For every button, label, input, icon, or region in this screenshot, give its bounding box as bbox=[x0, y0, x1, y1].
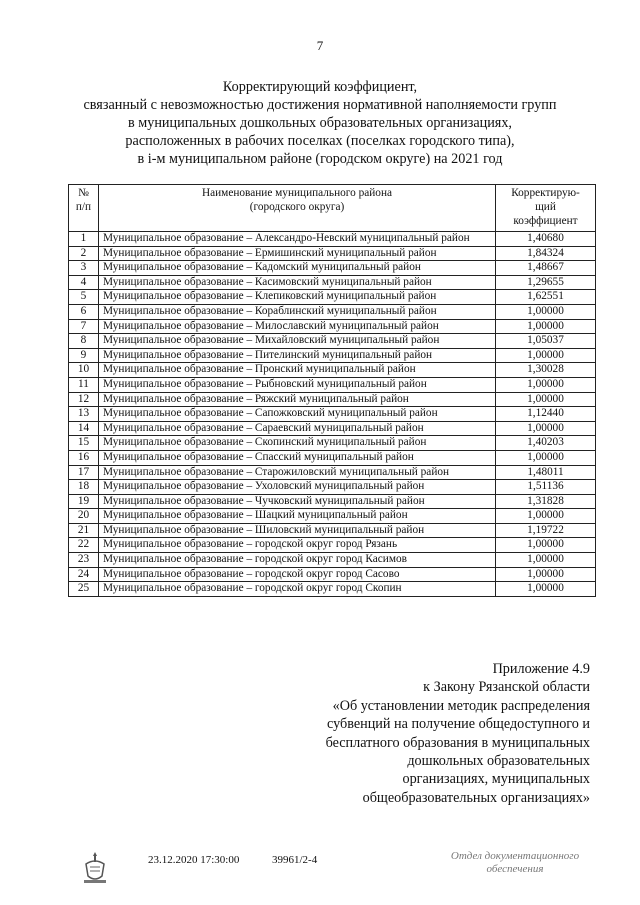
row-name: Муниципальное образование – Спасский муниципальный район bbox=[99, 450, 496, 465]
row-number: 8 bbox=[69, 334, 99, 349]
row-coefficient: 1,48667 bbox=[496, 261, 596, 276]
header-number: № п/п bbox=[69, 185, 99, 232]
row-coefficient: 1,00000 bbox=[496, 582, 596, 597]
row-coefficient: 1,12440 bbox=[496, 407, 596, 422]
row-number: 17 bbox=[69, 465, 99, 480]
table-row bbox=[69, 377, 596, 392]
row-coefficient: 1,30028 bbox=[496, 363, 596, 378]
footer bbox=[0, 852, 640, 892]
table-row bbox=[69, 567, 596, 582]
table-row bbox=[69, 392, 596, 407]
table-row bbox=[69, 363, 596, 378]
row-name: Муниципальное образование – Касимовский муниципальный район bbox=[99, 275, 496, 290]
row-name: Муниципальное образование – Ряжский муниципальный район bbox=[99, 392, 496, 407]
table-row bbox=[69, 523, 596, 538]
row-name: Муниципальное образование – городской округ город Касимов bbox=[99, 553, 496, 568]
table-row bbox=[69, 304, 596, 319]
row-coefficient: 1,29655 bbox=[496, 275, 596, 290]
table-row bbox=[69, 553, 596, 568]
row-number: 3 bbox=[69, 261, 99, 276]
row-number: 10 bbox=[69, 363, 99, 378]
table-row bbox=[69, 319, 596, 334]
row-name: Муниципальное образование – Скопинский муниципальный район bbox=[99, 436, 496, 451]
row-coefficient: 1,48011 bbox=[496, 465, 596, 480]
row-coefficient: 1,40680 bbox=[496, 232, 596, 247]
row-number: 5 bbox=[69, 290, 99, 305]
title-line: Корректирующий коэффициент, bbox=[222, 79, 418, 95]
row-number: 21 bbox=[69, 523, 99, 538]
row-number: 7 bbox=[69, 319, 99, 334]
row-number: 18 bbox=[69, 480, 99, 495]
page-number: 7 bbox=[316, 38, 324, 53]
row-name: Муниципальное образование – Пителинский муниципальный район bbox=[99, 348, 496, 363]
appendix-line: субвенций на получение общедоступного и bbox=[326, 716, 590, 733]
row-number: 24 bbox=[69, 567, 99, 582]
appendix-line: дошкольных образовательных bbox=[407, 753, 590, 770]
table-row bbox=[69, 538, 596, 553]
row-number: 11 bbox=[69, 377, 99, 392]
row-coefficient: 1,51136 bbox=[496, 480, 596, 495]
row-number: 25 bbox=[69, 582, 99, 597]
table-row bbox=[69, 494, 596, 509]
row-number: 1 bbox=[69, 232, 99, 247]
row-number: 15 bbox=[69, 436, 99, 451]
row-name: Муниципальное образование – Шацкий муниципальный район bbox=[99, 509, 496, 524]
title-line: связанный с невозможностью достижения нормативной наполняемости групп bbox=[83, 97, 557, 113]
row-coefficient: 1,00000 bbox=[496, 304, 596, 319]
row-coefficient: 1,00000 bbox=[496, 392, 596, 407]
coefficient-table bbox=[68, 184, 596, 597]
row-number: 6 bbox=[69, 304, 99, 319]
title-line: в муниципальных дошкольных образовательных организациях, bbox=[128, 115, 512, 131]
appendix-block bbox=[250, 660, 590, 807]
row-number: 13 bbox=[69, 407, 99, 422]
row-number: 12 bbox=[69, 392, 99, 407]
row-coefficient: 1,00000 bbox=[496, 319, 596, 334]
table-row bbox=[69, 582, 596, 597]
document-title bbox=[40, 78, 600, 168]
row-name: Муниципальное образование – Кораблинский муниципальный район bbox=[99, 304, 496, 319]
footer-doc-number: 39961/2-4 bbox=[272, 854, 318, 866]
row-coefficient: 1,00000 bbox=[496, 509, 596, 524]
table-row bbox=[69, 450, 596, 465]
table-row bbox=[69, 436, 596, 451]
row-number: 4 bbox=[69, 275, 99, 290]
stamp-line: обеспечения bbox=[486, 863, 544, 875]
table-row bbox=[69, 421, 596, 436]
row-coefficient: 1,00000 bbox=[496, 553, 596, 568]
table-row bbox=[69, 480, 596, 495]
row-coefficient: 1,00000 bbox=[496, 567, 596, 582]
row-name: Муниципальное образование – городской округ город Сасово bbox=[99, 567, 496, 582]
row-number: 23 bbox=[69, 553, 99, 568]
row-number: 20 bbox=[69, 509, 99, 524]
appendix-line: общеобразовательных организациях» bbox=[362, 789, 590, 806]
row-name: Муниципальное образование – Чучковский муниципальный район bbox=[99, 494, 496, 509]
table-row bbox=[69, 348, 596, 363]
row-name: Муниципальное образование – городской округ город Рязань bbox=[99, 538, 496, 553]
row-coefficient: 1,19722 bbox=[496, 523, 596, 538]
department-stamp bbox=[430, 850, 600, 876]
table-row bbox=[69, 290, 596, 305]
table-row bbox=[69, 465, 596, 480]
row-coefficient: 1,00000 bbox=[496, 421, 596, 436]
table-row bbox=[69, 232, 596, 247]
header-name: Наименование муниципального района (городского округа) bbox=[99, 185, 496, 232]
row-name: Муниципальное образование – Клепиковский муниципальный район bbox=[99, 290, 496, 305]
appendix-line: Приложение 4.9 bbox=[492, 661, 590, 677]
table-row bbox=[69, 275, 596, 290]
footer-date: 23.12.2020 17:30:00 bbox=[148, 854, 240, 866]
row-name: Муниципальное образование – Сапожковский муниципальный район bbox=[99, 407, 496, 422]
appendix-line: «Об установлении методик распределения bbox=[332, 697, 590, 714]
row-name: Муниципальное образование – Александро-Невский муниципальный район bbox=[99, 232, 496, 247]
row-number: 14 bbox=[69, 421, 99, 436]
table-body bbox=[69, 232, 596, 597]
row-name: Муниципальное образование – Кадомский муниципальный район bbox=[99, 261, 496, 276]
title-line: расположенных в рабочих поселках (поселках городского типа), bbox=[125, 133, 515, 149]
row-name: Муниципальное образование – Ермишинский муниципальный район bbox=[99, 246, 496, 261]
row-name: Муниципальное образование – Рыбновский муниципальный район bbox=[99, 377, 496, 392]
title-line: в i-м муниципальном районе (городском округе) на 2021 год bbox=[137, 151, 503, 167]
row-name: Муниципальное образование – Ухоловский муниципальный район bbox=[99, 480, 496, 495]
row-name: Муниципальное образование – Старожиловский муниципальный район bbox=[99, 465, 496, 480]
table-header-row bbox=[69, 185, 596, 232]
row-coefficient: 1,31828 bbox=[496, 494, 596, 509]
table-row bbox=[69, 261, 596, 276]
row-number: 2 bbox=[69, 246, 99, 261]
row-name: Муниципальное образование – Пронский муниципальный район bbox=[99, 363, 496, 378]
row-name: Муниципальное образование – Милославский муниципальный район bbox=[99, 319, 496, 334]
table-row bbox=[69, 334, 596, 349]
row-coefficient: 1,62551 bbox=[496, 290, 596, 305]
row-coefficient: 1,00000 bbox=[496, 348, 596, 363]
row-name: Муниципальное образование – городской округ город Скопин bbox=[99, 582, 496, 597]
row-name: Муниципальное образование – Михайловский муниципальный район bbox=[99, 334, 496, 349]
row-name: Муниципальное образование – Сараевский муниципальный район bbox=[99, 421, 496, 436]
row-number: 22 bbox=[69, 538, 99, 553]
header-coefficient: Корректирую- щий коэффициент bbox=[496, 185, 596, 232]
row-coefficient: 1,05037 bbox=[496, 334, 596, 349]
row-coefficient: 1,40203 bbox=[496, 436, 596, 451]
row-number: 19 bbox=[69, 494, 99, 509]
stamp-line: Отдел документационного bbox=[450, 850, 580, 862]
row-name: Муниципальное образование – Шиловский муниципальный район bbox=[99, 523, 496, 538]
table-row bbox=[69, 509, 596, 524]
table-row bbox=[69, 407, 596, 422]
appendix-line: к Закону Рязанской области bbox=[423, 679, 590, 696]
row-number: 16 bbox=[69, 450, 99, 465]
appendix-line: бесплатного образования в муниципальных bbox=[325, 734, 590, 751]
row-coefficient: 1,84324 bbox=[496, 246, 596, 261]
row-coefficient: 1,00000 bbox=[496, 450, 596, 465]
appendix-line: организациях, муниципальных bbox=[402, 771, 590, 788]
table-row bbox=[69, 246, 596, 261]
row-number: 9 bbox=[69, 348, 99, 363]
coat-of-arms-icon bbox=[80, 850, 110, 886]
row-coefficient: 1,00000 bbox=[496, 538, 596, 553]
row-coefficient: 1,00000 bbox=[496, 377, 596, 392]
